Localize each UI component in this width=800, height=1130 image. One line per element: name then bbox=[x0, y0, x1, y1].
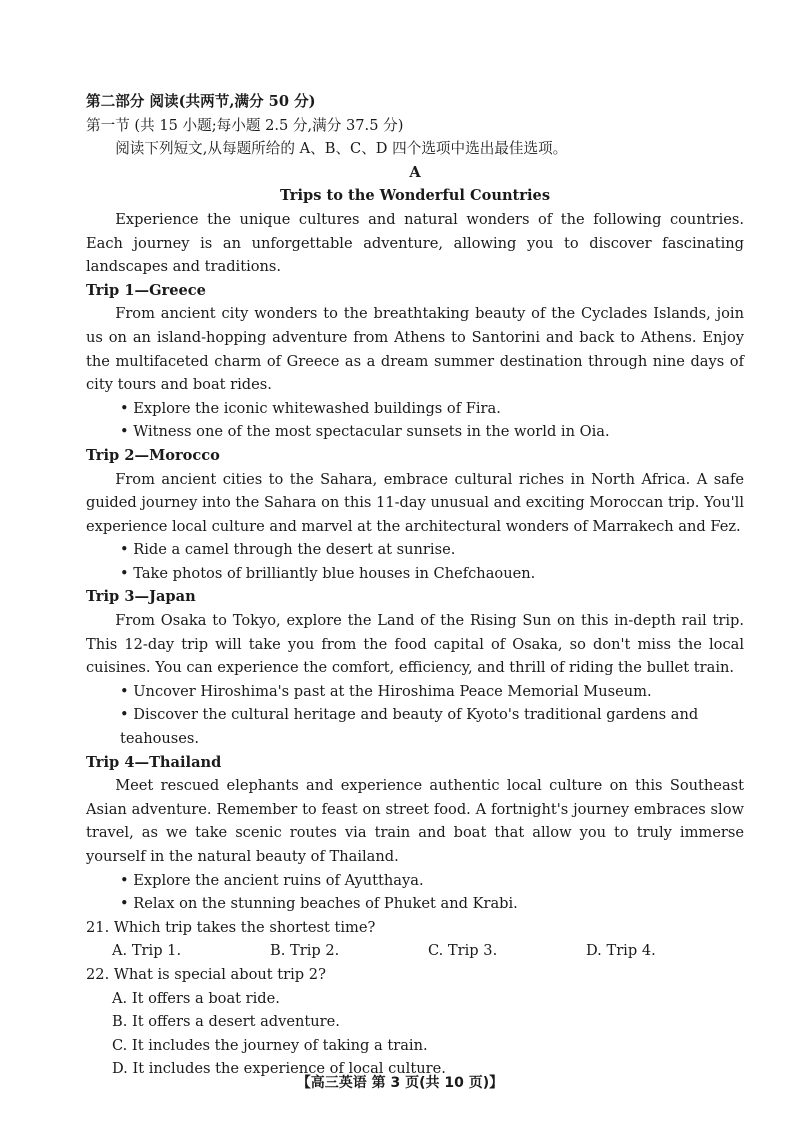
trip-body: From Osaka to Tokyo, explore the Land of the Rising Sun on this in-depth rail trip. This 12-day trip will take you from the food capital of Osaka, so don't miss the local cuisines. You can experience the comfort, efficiency, and thrill of riding the bullet train. bbox=[86, 612, 744, 677]
trip-body: Meet rescued elephants and experience authentic local culture on this Southeast Asian adventure. Remember to feast on street food. A fortnight's journey embraces slow travel, as we take scenic routes via train and boat that allow you to truly immerse yourself in the natural beauty of Thailand. bbox=[86, 777, 744, 865]
trip-heading: Trip 3—Japan bbox=[86, 588, 196, 606]
trip-bullet: • Take photos of brilliantly blue houses in Chefchaouen. bbox=[120, 564, 536, 582]
trip-bullet: • Explore the iconic whitewashed buildings of Fira. bbox=[120, 399, 501, 417]
question-stem: 22. What is special about trip 2? bbox=[86, 965, 326, 983]
trip-bullet: • Discover the cultural heritage and beauty of Kyoto's traditional gardens and teahouses. bbox=[120, 706, 699, 748]
trip-bullet: • Relax on the stunning beaches of Phuket and Krabi. bbox=[120, 895, 518, 913]
question-options bbox=[86, 939, 744, 963]
option-a: A. It offers a boat ride. bbox=[112, 989, 280, 1007]
trip-body: From ancient city wonders to the breathtaking beauty of the Cyclades Islands, join us on an island-hopping adventure from Athens to Santorini and back to Athens. Enjoy the multifaceted charm of Greece as a dream summer destination through nine days of city tours and boat rides. bbox=[86, 305, 744, 394]
passage-letter: A bbox=[409, 163, 421, 181]
question-stem: 21. Which trip takes the shortest time? bbox=[86, 918, 376, 936]
option-b: B. It offers a desert adventure. bbox=[112, 1013, 340, 1031]
trip-body: From ancient cities to the Sahara, embrace cultural riches in North Africa. A safe guided journey into the Sahara on this 11-day unusual and exciting Moroccan trip. You'll experience local culture and marvel at the architectural wonders of Marrakech and Fez. bbox=[86, 470, 744, 535]
instruction-text: 阅读下列短文,从每题所给的 A、B、C、D 四个选项中选出最佳选项。 bbox=[115, 140, 568, 158]
trip-heading: Trip 4—Thailand bbox=[86, 753, 222, 771]
trip-heading: Trip 2—Morocco bbox=[86, 446, 220, 464]
passage-intro: Experience the unique cultures and natural wonders of the following countries. Each journey is an unforgettable adventure, allowing you to discover fascinating landscapes and traditions. bbox=[86, 210, 744, 276]
trip-bullet: • Explore the ancient ruins of Ayutthaya. bbox=[120, 871, 424, 889]
option-b: B. Trip 2. bbox=[270, 942, 340, 960]
trip-heading: Trip 1—Greece bbox=[86, 281, 206, 299]
option-a: A. Trip 1. bbox=[112, 942, 182, 960]
trip-bullet: • Uncover Hiroshima's past at the Hiroshima Peace Memorial Museum. bbox=[120, 682, 652, 700]
trip-bullet: • Witness one of the most spectacular sunsets in the world in Oia. bbox=[120, 423, 610, 441]
passage-title: Trips to the Wonderful Countries bbox=[279, 187, 551, 205]
option-c: C. It includes the journey of taking a train. bbox=[112, 1036, 428, 1054]
option-d: D. It includes the experience of local culture. bbox=[112, 1060, 446, 1078]
section-heading: 第一节 (共 15 小题;每小题 2.5 分,满分 37.5 分) bbox=[86, 116, 404, 134]
option-d: D. Trip 4. bbox=[586, 942, 656, 960]
trip-bullet: • Ride a camel through the desert at sunrise. bbox=[120, 541, 456, 559]
part-heading: 第二部分 阅读(共两节,满分 50 分) bbox=[86, 93, 316, 110]
page-footer: 【高三英语 第 3 页(共 10 页)】 bbox=[296, 1075, 504, 1091]
option-c: C. Trip 3. bbox=[428, 942, 498, 960]
exam-page bbox=[86, 90, 744, 1081]
